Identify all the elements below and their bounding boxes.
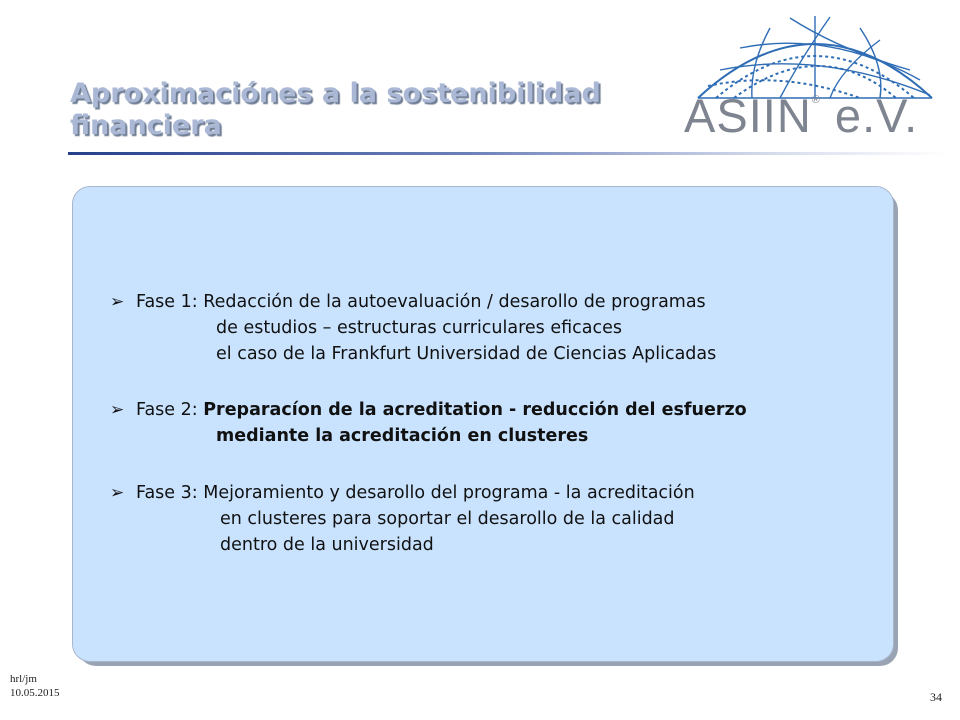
- slide-title: [70, 78, 630, 142]
- phase-3-line1: Mejoramiento y desarollo del programa - la acreditación: [203, 483, 695, 503]
- arrowhead-bullet-icon: ➢: [110, 292, 125, 312]
- phase-1-label: Fase 1:: [136, 292, 204, 312]
- phase-3-line2: en clusteres para soportar el desarollo de la calidad: [220, 509, 675, 529]
- phase-3-line3: dentro de la universidad: [220, 535, 434, 555]
- phase-2-line1: Preparacíon de la acreditation - reducción del esfuerzo: [203, 400, 747, 420]
- page-number: 34: [930, 690, 942, 704]
- phase-1: [110, 289, 870, 367]
- phase-1-line1: Redacción de la autoevaluación / desarollo de programas: [203, 292, 706, 312]
- slide-title-line2: financiera: [70, 110, 222, 141]
- phase-2-line2: mediante la acreditación en clusteres: [216, 426, 589, 446]
- phase-3: [110, 480, 870, 558]
- phase-2: [110, 397, 870, 449]
- phase-1-line3: el caso de la Frankfurt Universidad de Ciencias Aplicadas: [216, 344, 717, 364]
- arrowhead-bullet-icon: ➢: [110, 400, 125, 420]
- asiin-logo-text: ASIIN® e.V.: [684, 89, 919, 142]
- slide-title-line1: Aproximaciónes a la sostenibilidad: [70, 78, 601, 109]
- phase-1-line2: de estudios – estructuras curriculares eficaces: [216, 318, 623, 338]
- footer-author: hrl/jm: [10, 673, 37, 685]
- phase-3-label: Fase 3:: [136, 483, 204, 503]
- arrowhead-bullet-icon: ➢: [110, 483, 125, 503]
- footer-author-date: [10, 672, 60, 700]
- phase-2-label: Fase 2:: [136, 400, 204, 420]
- title-underline: [68, 152, 948, 155]
- footer-date: 10.05.2015: [10, 687, 60, 699]
